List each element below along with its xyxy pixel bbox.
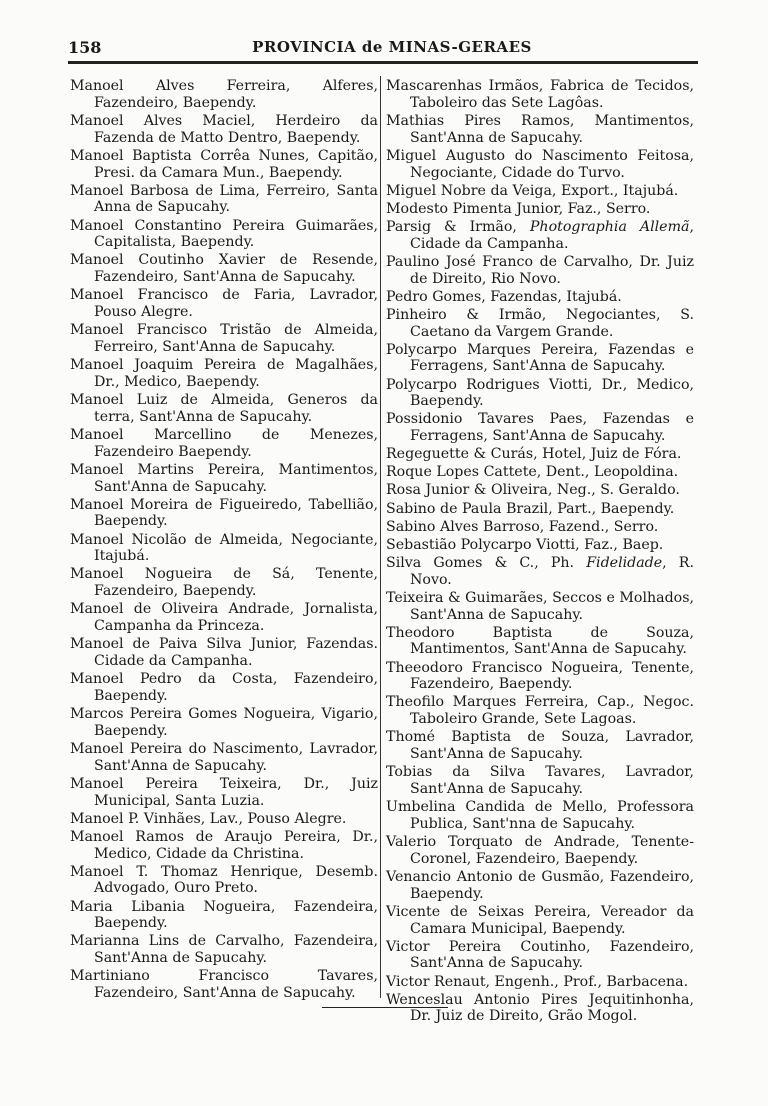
- directory-entry: Sabino de Paula Brazil, Part., Baependy.: [386, 500, 675, 517]
- directory-entry: Manoel Martins Pereira, Mantimentos, Sant'Anna de Sapucahy.: [70, 461, 378, 495]
- directory-entry: Manoel Alves Maciel, Herdeiro da Fazenda de Matto Dentro, Baependy.: [70, 112, 378, 146]
- entry-emphasis: Fidelidade: [586, 554, 663, 571]
- directory-entry: Manoel Pedro da Costa, Fazendeiro, Baependy.: [70, 671, 378, 704]
- directory-entry: Theofilo Marques Ferreira, Cap., Negoc. Taboleiro Grande, Sete Lagoas.: [386, 694, 694, 728]
- directory-entry: Manoel Alves Ferreira, Alferes, Fazendeiro, Baependy.: [70, 78, 378, 111]
- directory-entry: Manoel Barbosa de Lima, Ferreiro, Santa Anna de Sapucahy.: [70, 182, 378, 216]
- directory-entry: Manoel T. Thomaz Henrique, Desemb. Advogado, Ouro Preto.: [70, 863, 378, 897]
- footer-rule: [322, 1007, 448, 1008]
- entry-text: , R. Novo.: [410, 554, 695, 588]
- directory-entry: Manoel Pereira do Nascimento, Lavrador, Sant'Anna de Sapucahy.: [70, 740, 378, 774]
- directory-entry: [386, 219, 694, 253]
- directory-entry: Manoel Nicolão de Almeida, Negociante, Itajubá.: [70, 531, 378, 565]
- directory-entry: Miguel Augusto do Nascimento Feitosa, Negociante, Cidade do Turvo.: [386, 147, 694, 181]
- directory-entry: Manoel Moreira de Figueiredo, Tabellião, Baependy.: [70, 496, 378, 530]
- directory-entry: Rosa Junior & Oliveira, Neg., S. Geraldo.: [386, 482, 680, 499]
- page-number: 158: [68, 38, 102, 57]
- directory-entry: Tobias da Silva Tavares, Lavrador, Sant'Anna de Sapucahy.: [386, 764, 694, 797]
- directory-column-right: [386, 78, 694, 1027]
- directory-entry: Regeguette & Curás, Hotel, Juiz de Fóra.: [386, 446, 682, 463]
- directory-entry: Theeodoro Francisco Nogueira, Tenente, Fazendeiro, Baependy.: [386, 659, 694, 693]
- entry-text: Parsig & Irmão,: [386, 218, 530, 235]
- directory-entry: Manoel Joaquim Pereira de Magalhães, Dr., Medico, Baependy.: [70, 357, 378, 390]
- directory-entry: Manoel Francisco de Faria, Lavrador, Pouso Alegre.: [70, 287, 378, 321]
- directory-entry: Polycarpo Rodrigues Viotti, Dr., Medico, Baependy.: [386, 376, 694, 410]
- directory-entry: Marcos Pereira Gomes Nogueira, Vigario, Baependy.: [70, 706, 378, 739]
- directory-entry: Pinheiro & Irmão, Negociantes, S. Caetano da Vargem Grande.: [386, 306, 694, 340]
- column-divider: [380, 76, 381, 998]
- directory-entry: Vicente de Seixas Pereira, Vereador da Camara Municipal, Baependy.: [386, 903, 694, 937]
- directory-entry: Possidonio Tavares Paes, Fazendas e Ferragens, Sant'Anna de Sapucahy.: [386, 411, 694, 445]
- header-rule: [68, 61, 698, 64]
- directory-entry: Victor Pereira Coutinho, Fazendeiro, Sant'Anna de Sapucahy.: [386, 938, 694, 972]
- directory-entry: Marianna Lins de Carvalho, Fazendeira, Sant'Anna de Sapucahy.: [70, 933, 378, 967]
- directory-entry: Manoel Marcellino de Menezes, Fazendeiro Baependy.: [70, 426, 378, 460]
- directory-entry: Manoel de Oliveira Andrade, Jornalista, Campanha da Princeza.: [70, 601, 378, 635]
- directory-entry: Teixeira & Guimarães, Seccos e Molhados, Sant'Anna de Sapucahy.: [386, 589, 694, 623]
- directory-entry: Manoel Francisco Tristão de Almeida, Ferreiro, Sant'Anna de Sapucahy.: [70, 322, 378, 356]
- directory-entry: Venancio Antonio de Gusmão, Fazendeiro, Baependy.: [386, 868, 694, 902]
- directory-entry: Manoel de Paiva Silva Junior, Fazendas. Cidade da Campanha.: [70, 636, 378, 670]
- directory-entry: Manoel Ramos de Araujo Pereira, Dr., Medico, Cidade da Christina.: [70, 828, 378, 862]
- directory-entry: Theodoro Baptista de Souza, Mantimentos, Sant'Anna de Sapucahy.: [386, 624, 694, 658]
- directory-entry: Manoel Coutinho Xavier de Resende, Fazendeiro, Sant'Anna de Sapucahy.: [70, 252, 378, 286]
- directory-entry: [386, 555, 694, 589]
- entry-emphasis: Photographia Allemã: [529, 218, 690, 235]
- directory-entry: Sebastião Polycarpo Viotti, Faz., Baep.: [386, 536, 664, 553]
- directory-entry: Polycarpo Marques Pereira, Fazendas e Ferragens, Sant'Anna de Sapucahy.: [386, 341, 694, 375]
- directory-entry: Manoel Baptista Corrêa Nunes, Capitão, Presi. da Camara Mun., Baependy.: [70, 147, 378, 181]
- directory-entry: Victor Renaut, Engenh., Prof., Barbacena.: [386, 973, 689, 990]
- directory-entry: Manoel Luiz de Almeida, Generos da terra, Sant'Anna de Sapucahy.: [70, 392, 378, 425]
- directory-column-left: [70, 78, 378, 1003]
- directory-entry: Martiniano Francisco Tavares, Fazendeiro, Sant'Anna de Sapucahy.: [70, 968, 378, 1002]
- directory-entry: Sabino Alves Barroso, Fazend., Serro.: [386, 518, 659, 535]
- directory-entry: Umbelina Candida de Mello, Professora Publica, Sant'nna de Sapucahy.: [386, 799, 694, 832]
- directory-entry: Manoel Pereira Teixeira, Dr., Juiz Municipal, Santa Luzia.: [70, 775, 378, 809]
- directory-entry: Wenceslau Antonio Pires Jequitinhonha, Dr. Juiz de Direito, Grão Mogol.: [386, 991, 694, 1025]
- directory-entry: Manoel P. Vinhães, Lav., Pouso Alegre.: [70, 810, 347, 827]
- running-head: PROVINCIA de MINAS-GERAES: [252, 38, 532, 56]
- directory-entry: Pedro Gomes, Fazendas, Itajubá.: [386, 288, 622, 305]
- directory-entry: Maria Libania Nogueira, Fazendeira, Baependy.: [70, 898, 378, 932]
- directory-entry: Modesto Pimenta Junior, Faz., Serro.: [386, 200, 651, 217]
- directory-entry: Mathias Pires Ramos, Mantimentos, Sant'Anna de Sapucahy.: [386, 112, 694, 146]
- directory-entry: Paulino José Franco de Carvalho, Dr. Juiz de Direito, Rio Novo.: [386, 253, 694, 287]
- directory-entry: Manoel Constantino Pereira Guimarães, Capitalista, Baependy.: [70, 217, 378, 251]
- directory-entry: Miguel Nobre da Veiga, Export., Itajubá.: [386, 182, 679, 199]
- directory-entry: Mascarenhas Irmãos, Fabrica de Tecidos, Taboleiro das Sete Lagôas.: [386, 78, 694, 111]
- directory-entry: Valerio Torquato de Andrade, Tenente-Coronel, Fazendeiro, Baependy.: [386, 833, 694, 867]
- directory-entry: Roque Lopes Cattete, Dent., Leopoldina.: [386, 464, 679, 481]
- entry-text: , Cidade da Campanha.: [410, 218, 694, 252]
- directory-entry: Thomé Baptista de Souza, Lavrador, Sant'Anna de Sapucahy.: [386, 729, 694, 763]
- entry-text: Silva Gomes & C., Ph.: [386, 554, 587, 571]
- directory-entry: Manoel Nogueira de Sá, Tenente, Fazendeiro, Baependy.: [70, 566, 378, 600]
